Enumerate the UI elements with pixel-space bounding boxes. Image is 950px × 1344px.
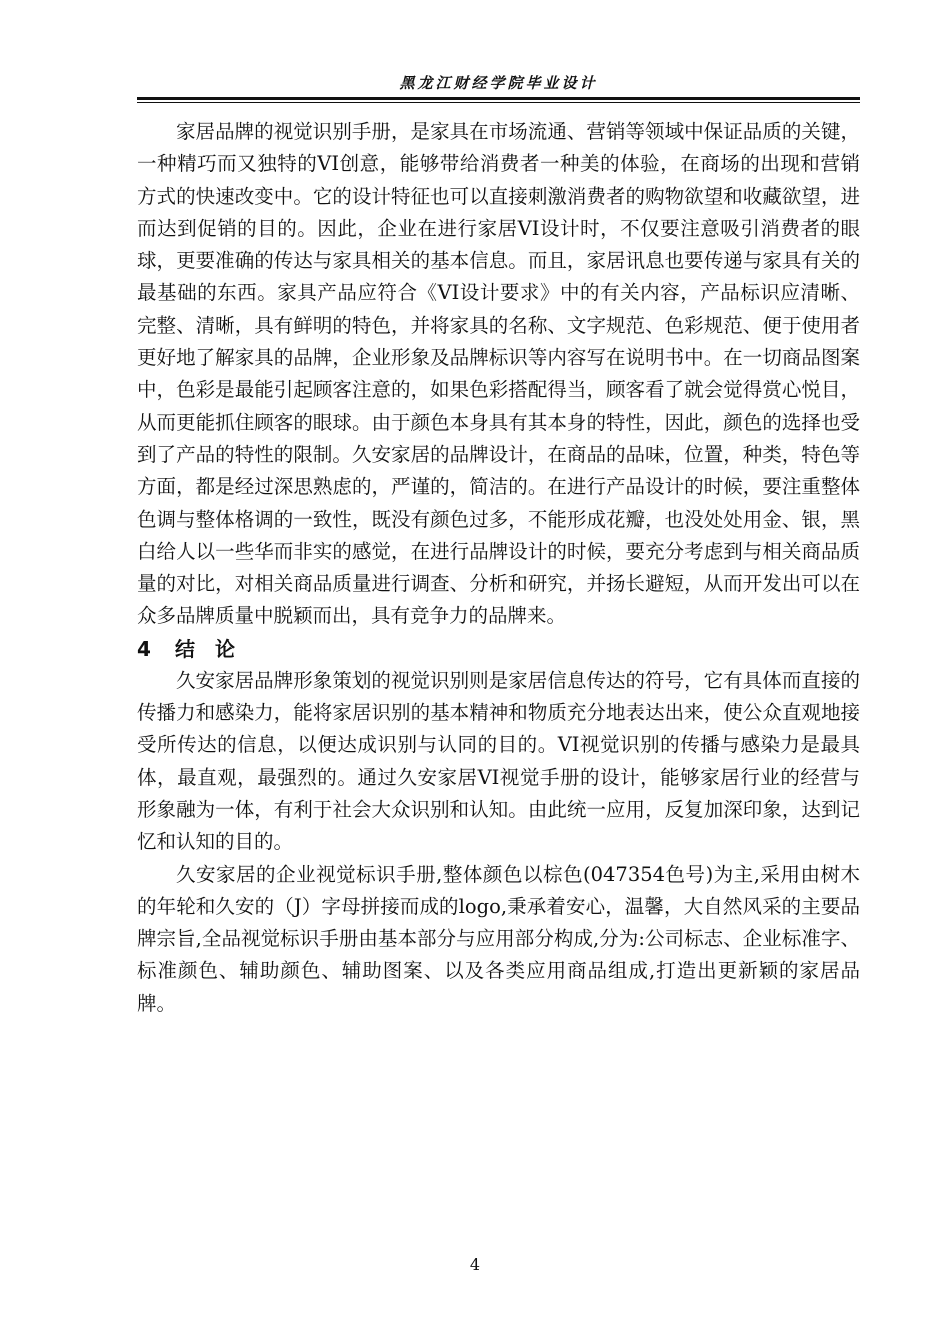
header-rule-thick	[137, 97, 860, 100]
paragraph-conclusion: 久安家居品牌形象策划的视觉识别则是家居信息传达的符号，它有具体而直接的传播力和感染力，能将家居识别的基本精神和物质充分地表达出来，使公众直观地接受所传达的信息，以便达成识别与认同的目的。VI视觉识别的传播与感染力是最具体，最直观，最强烈的。通过久安家居VI视觉手册的设计，能够家居行业的经营与形象融为一体，有利于社会大众识别和认知。由此统一应用，反复加深印象，达到记忆和认知的目的。	[137, 668, 860, 854]
header-rule-thin	[137, 102, 860, 103]
page-number: 4	[469, 1255, 481, 1274]
section-number: 4	[137, 636, 151, 661]
paragraph-brand-summary: 久安家居的企业视觉标识手册,整体颜色以棕色(047354色号)为主,采用由树木的年轮和久安的（J）字母拼接而成的logo,秉承着安心，温馨，大自然风采的主要品牌宗旨,全品视觉标识手册由基本部分与应用部分构成,分为:公司标志、企业标准字、标准颜色、辅助颜色、辅助图案、以及各类应用商品组成,打造出更新颖的家居品牌。	[137, 862, 860, 1015]
running-header: 黑龙江财经学院毕业设计	[399, 74, 598, 92]
section-heading	[137, 633, 860, 665]
paragraph-vi-manual: 家居品牌的视觉识别手册，是家具在市场流通、营销等领域中保证品质的关键，一种精巧而又独特的VI创意，能够带给消费者一种美的体验，在商场的出现和营销方式的快速改变中。它的设计特征也可以直接刺激消费者的购物欲望和收藏欲望，进而达到促销的目的。因此，企业在进行家居VI设计时，不仅要注意吸引消费者的眼球，更要准确的传达与家具相关的基本信息。而且，家居讯息也要传递与家具有关的最基础的东西。家具产品应符合《VI设计要求》中的有关内容，产品标识应清晰、完整、清晰，具有鲜明的特色，并将家具的名称、文字规范、色彩规范、便于使用者更好地了解家具的品牌，企业形象及品牌标识等内容写在说明书中。在一切商品图案中，色彩是最能引起顾客注意的，如果色彩搭配得当，顾客看了就会觉得赏心悦目，从而更能抓住顾客的眼球。由于颜色本身具有其本身的特性，因此，颜色的选择也受到了产品的特性的限制。久安家居的品牌设计，在商品的品味，位置，种类，特色等方面，都是经过深思熟虑的，严谨的，简洁的。在进行产品设计的时候，要注重整体色调与整体格调的一致性，既没有颜色过多，不能形成花瓣，也没处处用金、银，黑白给人以一些华而非实的感觉，在进行品牌设计的时候，要充分考虑到与相关商品质量的对比，对相关商品质量进行调查、分析和研究，并扬长避短，从而开发出可以在众多品牌质量中脱颖而出，具有竞争力的品牌来。	[137, 120, 860, 628]
section-title: 结论	[175, 636, 255, 661]
body-text	[137, 116, 860, 1020]
